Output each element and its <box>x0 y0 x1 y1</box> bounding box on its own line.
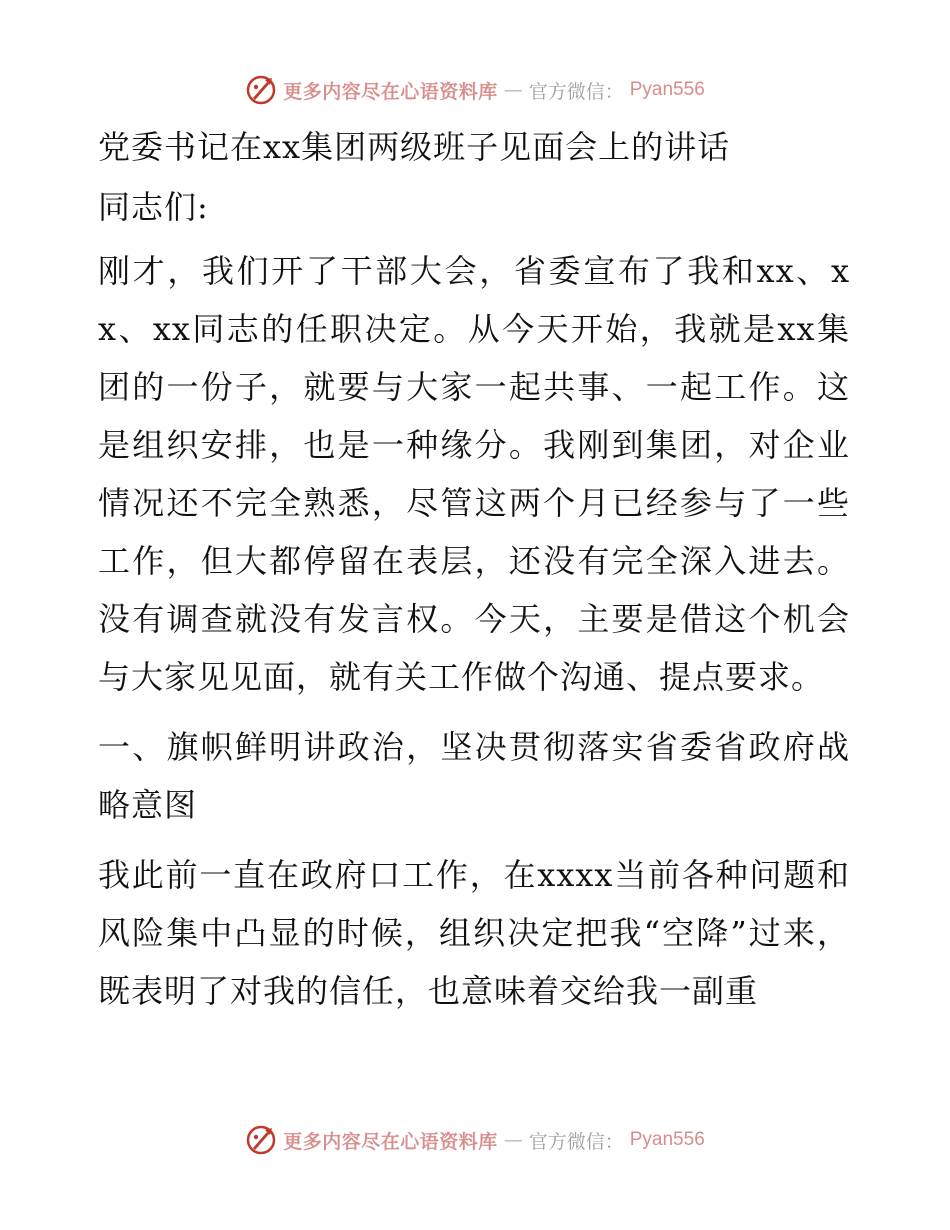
quill-logo-icon <box>245 74 277 106</box>
paragraph-1: 刚才，我们开了干部大会，省委宣布了我和xx、xx、xx同志的任职决定。从今天开始，我就是xx集团的一份子，就要与大家一起共事、一起工作。这是组织安排，也是一种缘分。我刚到集团，对企业情况还不完全熟悉，尽管这两个月已经参与了一些工作，但大都停留在表层，还没有完全深入进去。没有调查就没有发言权。今天，主要是借这个机会与大家见见面，就有关工作做个沟通、提点要求。 <box>98 252 850 696</box>
document-title: 党委书记在xx集团两级班子见面会上的讲话 <box>98 128 731 166</box>
watermark-brand: 更多内容尽在心语资料库 <box>283 1130 498 1153</box>
quill-logo-icon <box>245 1124 277 1156</box>
watermark-account: Pyan556 <box>629 79 705 100</box>
watermark-separator: — <box>503 79 523 101</box>
paragraph-2: 我此前一直在政府口工作，在xxxx当前各种问题和风险集中凸显的时候，组织决定把我“空降”过来，既表明了对我的信任，也意味着交给我一副重 <box>98 856 850 1010</box>
watermark-label: 官方微信： <box>528 80 624 103</box>
salutation: 同志们: <box>98 188 209 226</box>
watermark-label: 官方微信： <box>528 1130 624 1153</box>
watermark-separator: — <box>503 1129 523 1151</box>
document-body <box>98 118 850 1032</box>
footer-watermark <box>0 1120 950 1160</box>
watermark-account: Pyan556 <box>629 1129 705 1150</box>
header-watermark <box>0 70 950 110</box>
watermark-brand: 更多内容尽在心语资料库 <box>283 80 498 103</box>
section-heading-1: 一、旗帜鲜明讲政治，坚决贯彻落实省委省政府战略意图 <box>98 728 850 824</box>
